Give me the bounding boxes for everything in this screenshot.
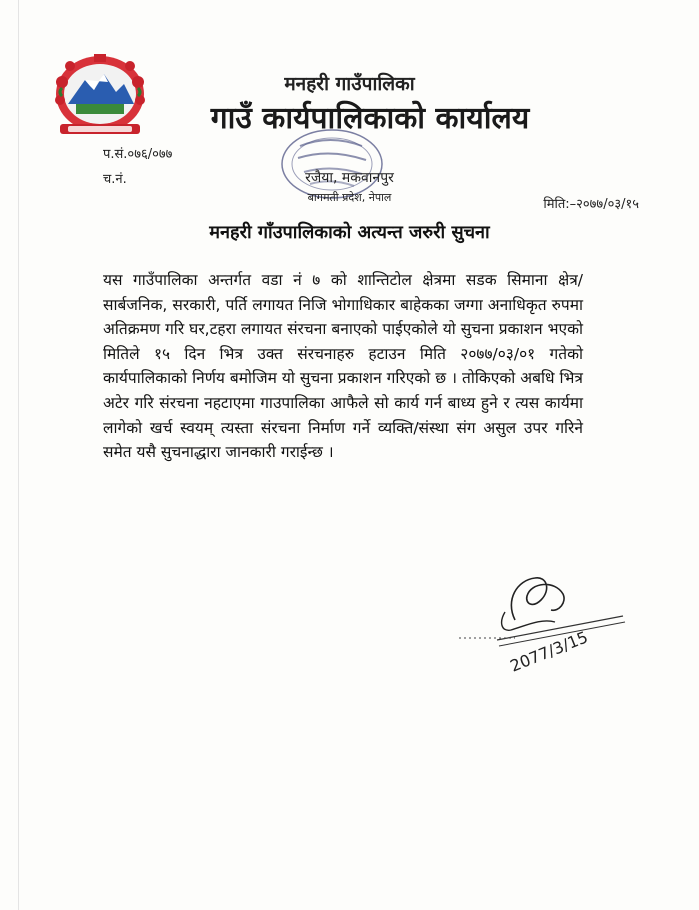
notice-body: यस गाउँपालिका अन्तर्गत वडा नं ७ को शान्तिटोल क्षेत्रमा सडक सिमाना क्षेत्र/सार्बजनिक, सरकारी, पर्ति लगायत निजि भोगाधिकार बाहेकका जग्गा अनाधिकृत रुपमा अतिक्रमण गरि घर,टहरा लगायत संरचना बनाएको पाईएकोले यो सुचना प्रकाशन भएको मितिले १५ दिन भित्र उक्त संरचनाहरु हटाउन मिति २०७७/०३/०१ गतेको कार्यपालिकाको निर्णय बमोजिम यो सुचना प्रकाशन गरिएको छ । तोकिएको अबधि भित्र अटेर गरि संरचना नहटाएमा गाउपालिका आफैले सो कार्य गर्न बाध्य हुने र त्यस कार्यमा लागेको खर्च स्वयम् त्यस्ता संरचना निर्माण गर्ने व्यक्ति/संस्था संग असुल उपर गरिने समेत यसै सुचनाद्धारा जानकारी गराईन्छ । (103, 271, 583, 462)
office-title: गाउँ कार्यपालिकाको कार्यालय (210, 101, 530, 136)
nepal-government-emblem-icon (50, 52, 150, 142)
signature-date: 2077/3/15 (507, 627, 591, 676)
dispatch-number: च.नं. (103, 172, 127, 187)
address-line-2: बागमती प्रदेश, नेपाल (307, 191, 392, 204)
address-line-1: रजैया, मकवानपुर (305, 170, 394, 186)
reference-number: प.सं.०७६/०७७ (103, 147, 173, 162)
notice-heading: मनहरी गाँउपालिकाको अत्यन्त जरुरी सुचना (209, 222, 490, 243)
notice-date: मिति:–२०७७/०३/१५ (543, 197, 639, 212)
scan-edge (18, 0, 19, 910)
handwritten-signature-icon (455, 560, 635, 690)
municipality-name: मनहरी गाउँपालिका (284, 73, 415, 95)
